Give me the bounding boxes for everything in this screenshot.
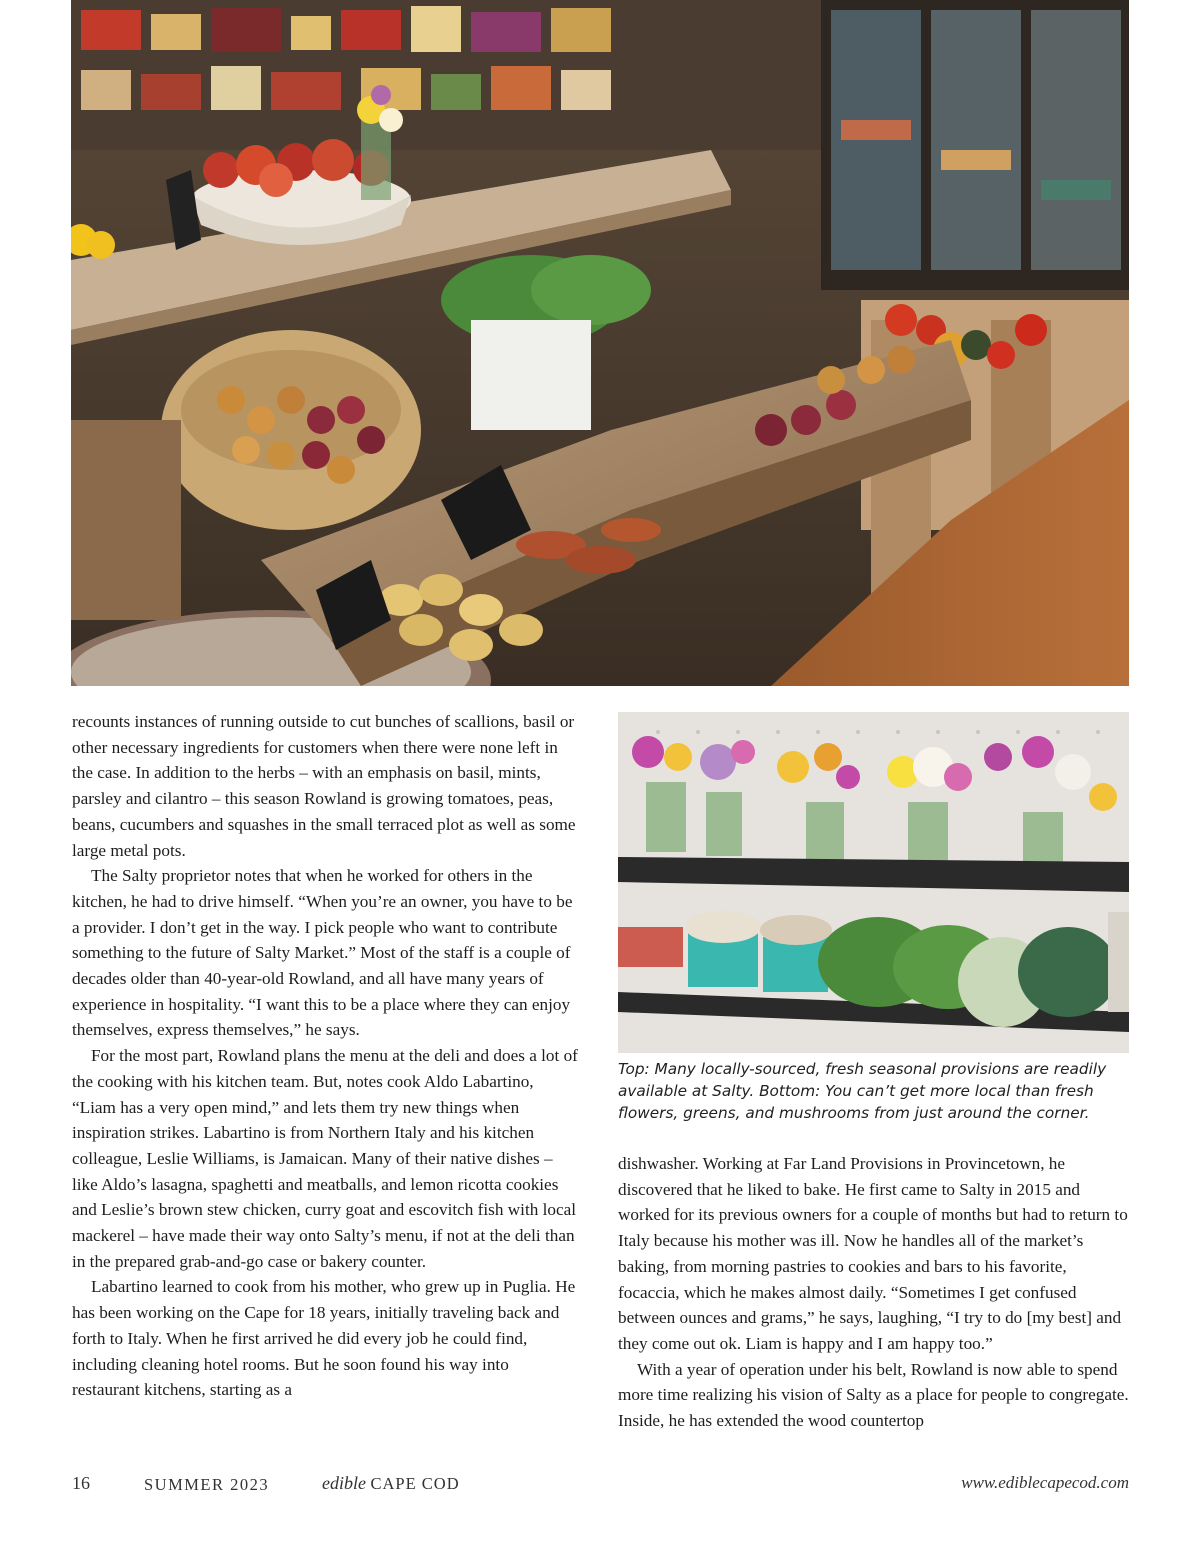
issue-label: SUMMER 2023 [144, 1475, 270, 1494]
publication-name-rest: CAPE COD [370, 1474, 460, 1493]
publication-name-italic: edible [322, 1473, 366, 1493]
left-text-column [72, 709, 580, 1403]
paragraph: With a year of operation under his belt, Rowland is now able to spend more time realizing his vision of Salty as a place for people to congregate. Inside, he has extended the wood countertop [618, 1359, 1129, 1431]
paragraph: The Salty proprietor notes that when he worked for others in the kitchen, he had to drive himself. “When you’re an owner, you have to be a provider. I don’t get in the way. I pick people who want to contribute something to the future of Salty Market.” Most of the staff is a couple of decades older than 40-year-old Rowland, and all have many years of experience in hospitality. “I want this to be a place where they can enjoy themselves, express themselves,” he says. [72, 866, 573, 1040]
paragraph: recounts instances of running outside to cut bunches of scallions, basil or other necessary ingredients for customers when there were none left in the case. In addition to the herbs – with an emphasis on basil, mints, parsley and cilantro – this season Rowland is growing tomatoes, peas, beans, cucumbers and squashes in the small terraced plot as well as some large metal pots. [72, 712, 576, 860]
website-link[interactable]: www.ediblecapecod.com [961, 1473, 1129, 1492]
publication-name [322, 1473, 460, 1494]
photo-caption: Top: Many locally-sourced, fresh seasonal provisions are readily available at Salty. Bottom: You can’t get more local than fresh flowers, greens, and mushrooms from just around the corner. [618, 1060, 1107, 1122]
paragraph: For the most part, Rowland plans the menu at the deli and does a lot of the cooking with his kitchen team. But, notes cook Aldo Labartino, “Liam has a very open mind,” and lets them try new things when inspiration strikes. Labartino is from Northern Italy and his kitchen colleague, Leslie Williams, is Jamaican. Many of their native dishes – like Aldo’s lasagna, spaghetti and meatballs, and lemon ricotta cookies and Leslie’s brown stew chicken, curry goat and escovitch fish with local mackerel – have made their way onto Salty’s menu, if not at the deli than in the prepared grab-and-go case or bakery counter. [72, 1046, 578, 1271]
top-photo [71, 0, 1129, 686]
right-text-column [618, 1151, 1129, 1434]
paragraph: Labartino learned to cook from his mother, who grew up in Puglia. He has been working on the Cape for 18 years, initially traveling back and forth to Italy. When he first arrived he did every job he could find, including cleaning hotel rooms. But he soon found his way into restaurant kitchens, starting as a [72, 1277, 576, 1400]
page-number: 16 [72, 1473, 90, 1493]
bottom-photo [618, 712, 1129, 1053]
paragraph: dishwasher. Working at Far Land Provisions in Provincetown, he discovered that he liked to bake. He first came to Salty in 2015 and worked for its previous owners for a couple of months but had to return to Italy because his mother was ill. Now he handles all of the market’s baking, from morning pastries to cookies and bars to his favorite, focaccia, which he makes almost daily. “Sometimes I get confused between ounces and grams,” he says, laughing, “I try to do [my best] and they come out ok. Liam is happy and I am happy too.” [618, 1154, 1128, 1353]
